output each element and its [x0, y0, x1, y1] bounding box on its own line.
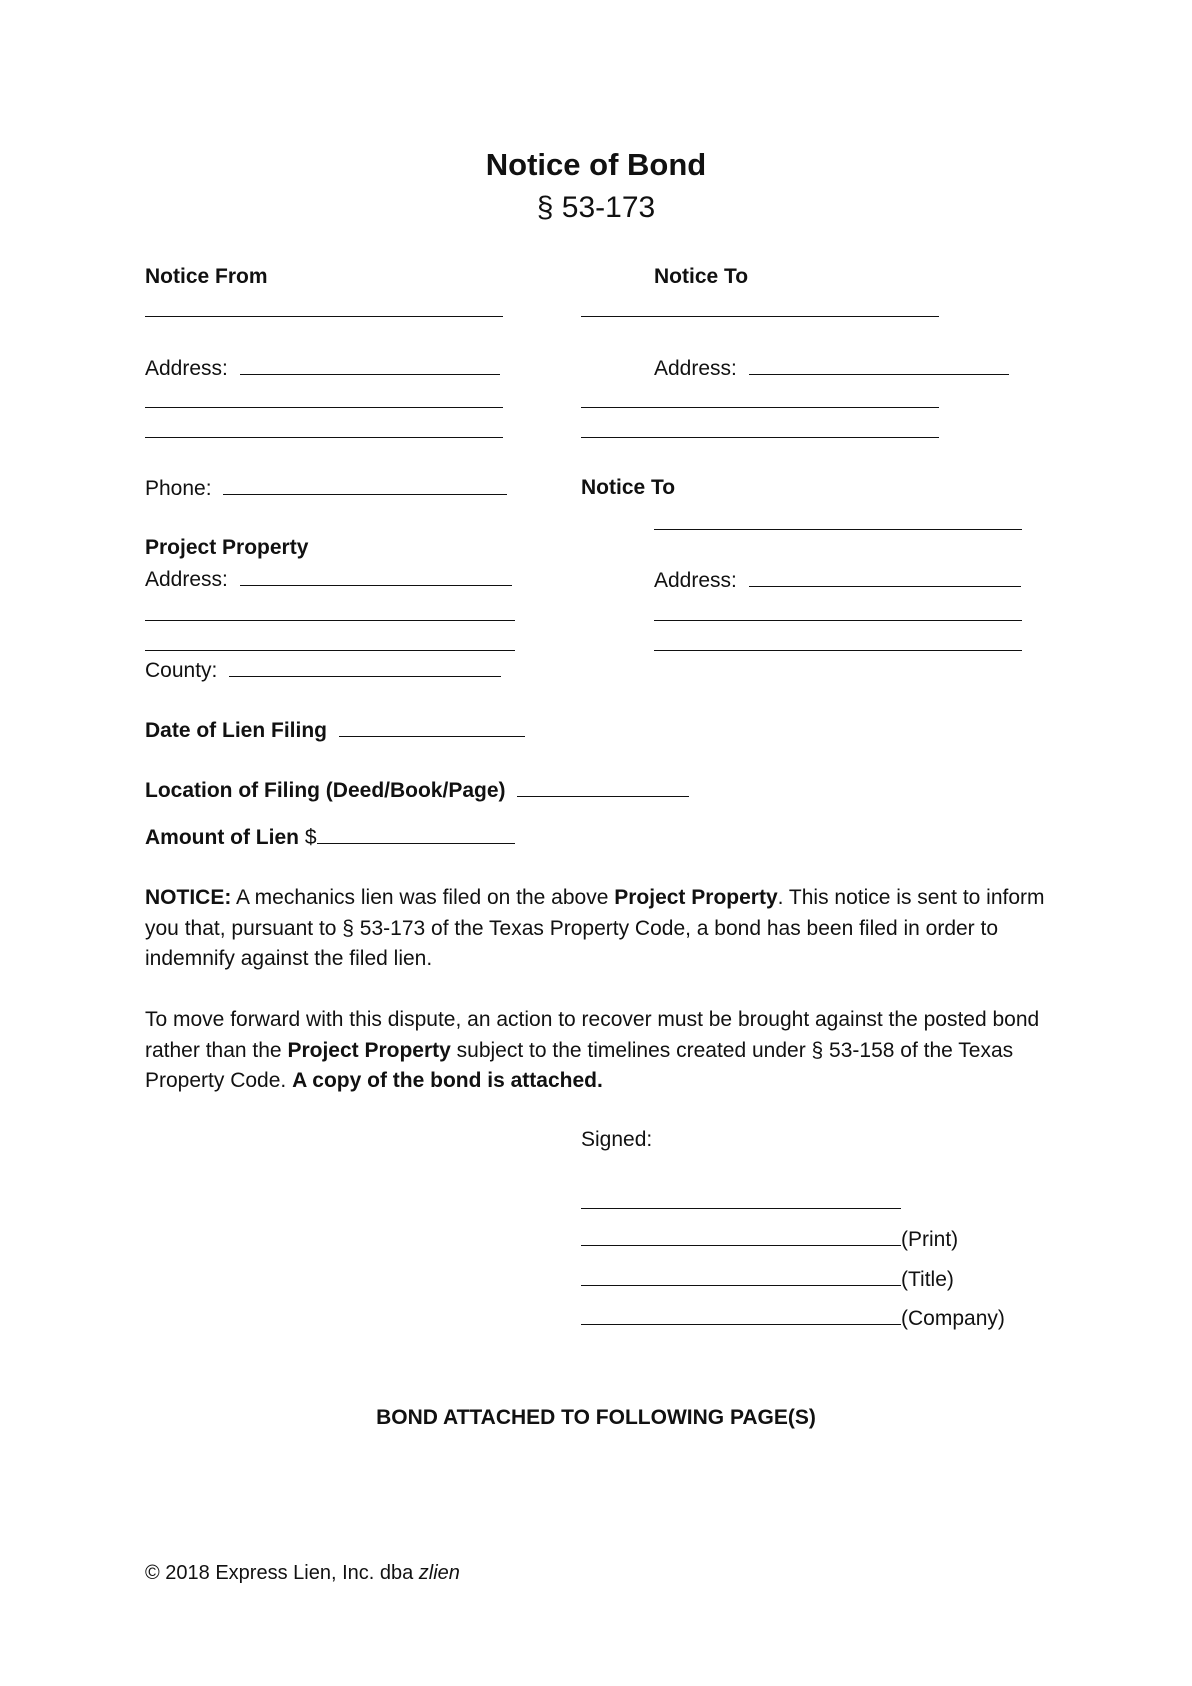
title-row — [581, 1267, 954, 1292]
notice-from-heading: Notice From — [145, 265, 268, 288]
notice-from-phone-row — [145, 476, 507, 501]
notice-lead: NOTICE: — [145, 886, 232, 909]
signature-line[interactable] — [581, 1208, 901, 1209]
project-address-line-2[interactable] — [145, 620, 515, 621]
company-field[interactable] — [581, 1306, 901, 1325]
company-label: (Company) — [901, 1307, 1005, 1330]
notice-to-second-address-label: Address: — [654, 569, 737, 592]
notice-from-name-field[interactable] — [145, 316, 503, 317]
project-address-label: Address: — [145, 568, 228, 591]
signed-label: Signed: — [581, 1128, 653, 1151]
print-row — [581, 1227, 958, 1252]
notice-from-address-line-2[interactable] — [145, 407, 503, 408]
action-text-2: subject to the timelines created under § 53-158 of the Texas Property Code. — [145, 1038, 1014, 1092]
project-address-line-3[interactable] — [145, 650, 515, 651]
statute-section: § 53-173 — [536, 191, 656, 224]
action-bold-copy: A copy of the bond is attached. — [292, 1069, 603, 1092]
notice-to-second-address-line-3[interactable] — [654, 650, 1022, 651]
title-field[interactable] — [581, 1267, 901, 1286]
lien-date-label: Date of Lien Filing — [145, 719, 327, 742]
lien-amount-row — [145, 825, 515, 850]
notice-to-address-field[interactable] — [749, 356, 1009, 375]
notice-to-heading: Notice To — [654, 265, 749, 288]
notice-to-address-label: Address: — [654, 357, 737, 380]
notice-to-address-row — [654, 356, 1009, 381]
action-bold-project: Project Property — [287, 1038, 451, 1062]
lien-location-row — [145, 778, 689, 803]
lien-amount-field[interactable] — [317, 825, 515, 844]
notice-from-address-field[interactable] — [240, 356, 500, 375]
notice-to-name-field[interactable] — [581, 316, 939, 317]
print-label: (Print) — [901, 1228, 959, 1251]
project-property-heading: Project Property — [145, 536, 309, 559]
footer-copyright — [145, 1561, 460, 1585]
bond-attached-note: BOND ATTACHED TO FOLLOWING PAGE(S) — [376, 1406, 816, 1429]
notice-to-address-line-2[interactable] — [581, 407, 939, 408]
notice-paragraph — [145, 883, 1065, 975]
notice-to-second-address-field[interactable] — [749, 568, 1021, 587]
page-title: Notice of Bond — [485, 147, 707, 182]
title-label: (Title) — [901, 1268, 954, 1291]
notice-to-second-heading: Notice To — [581, 476, 676, 499]
lien-amount-label: Amount of Lien — [145, 826, 299, 849]
notice-from-address-line-3[interactable] — [145, 437, 503, 438]
notice-from-phone-label: Phone: — [145, 477, 212, 500]
notice-text-2: . This notice is sent to inform you that, pursuant to § 53-173 of the Texas Property Code, a bond has been filed in order to indemnify against the filed lien. — [145, 886, 1045, 970]
notice-to-second-address-row — [654, 568, 1021, 593]
project-county-field[interactable] — [229, 658, 501, 677]
print-name-field[interactable] — [581, 1227, 901, 1246]
lien-date-field[interactable] — [339, 718, 525, 737]
lien-date-row — [145, 718, 525, 743]
footer-copyright-text: © 2018 Express Lien, Inc. dba — [145, 1562, 419, 1584]
lien-location-field[interactable] — [517, 778, 689, 797]
notice-to-address-line-3[interactable] — [581, 437, 939, 438]
notice-bold-project: Project Property — [614, 886, 778, 909]
action-paragraph — [145, 1005, 1065, 1097]
notice-from-phone-field[interactable] — [223, 476, 507, 495]
notice-to-second-address-line-2[interactable] — [654, 620, 1022, 621]
notice-text-1: A mechanics lien was filed on the above — [231, 886, 615, 909]
project-county-row — [145, 658, 501, 683]
project-county-label: County: — [145, 659, 218, 682]
company-row — [581, 1306, 1005, 1331]
project-address-row — [145, 567, 512, 592]
notice-from-address-row — [145, 356, 500, 381]
action-text-1: To move forward with this dispute, an action to recover must be brought against the posted bond rather than the — [145, 1008, 1040, 1062]
project-address-field[interactable] — [240, 567, 512, 586]
notice-from-address-label: Address: — [145, 357, 228, 380]
lien-location-label: Location of Filing (Deed/Book/Page) — [145, 779, 506, 802]
footer-brand: zlien — [418, 1562, 460, 1584]
notice-to-second-name-field[interactable] — [654, 529, 1022, 530]
lien-amount-currency: $ — [304, 826, 317, 849]
